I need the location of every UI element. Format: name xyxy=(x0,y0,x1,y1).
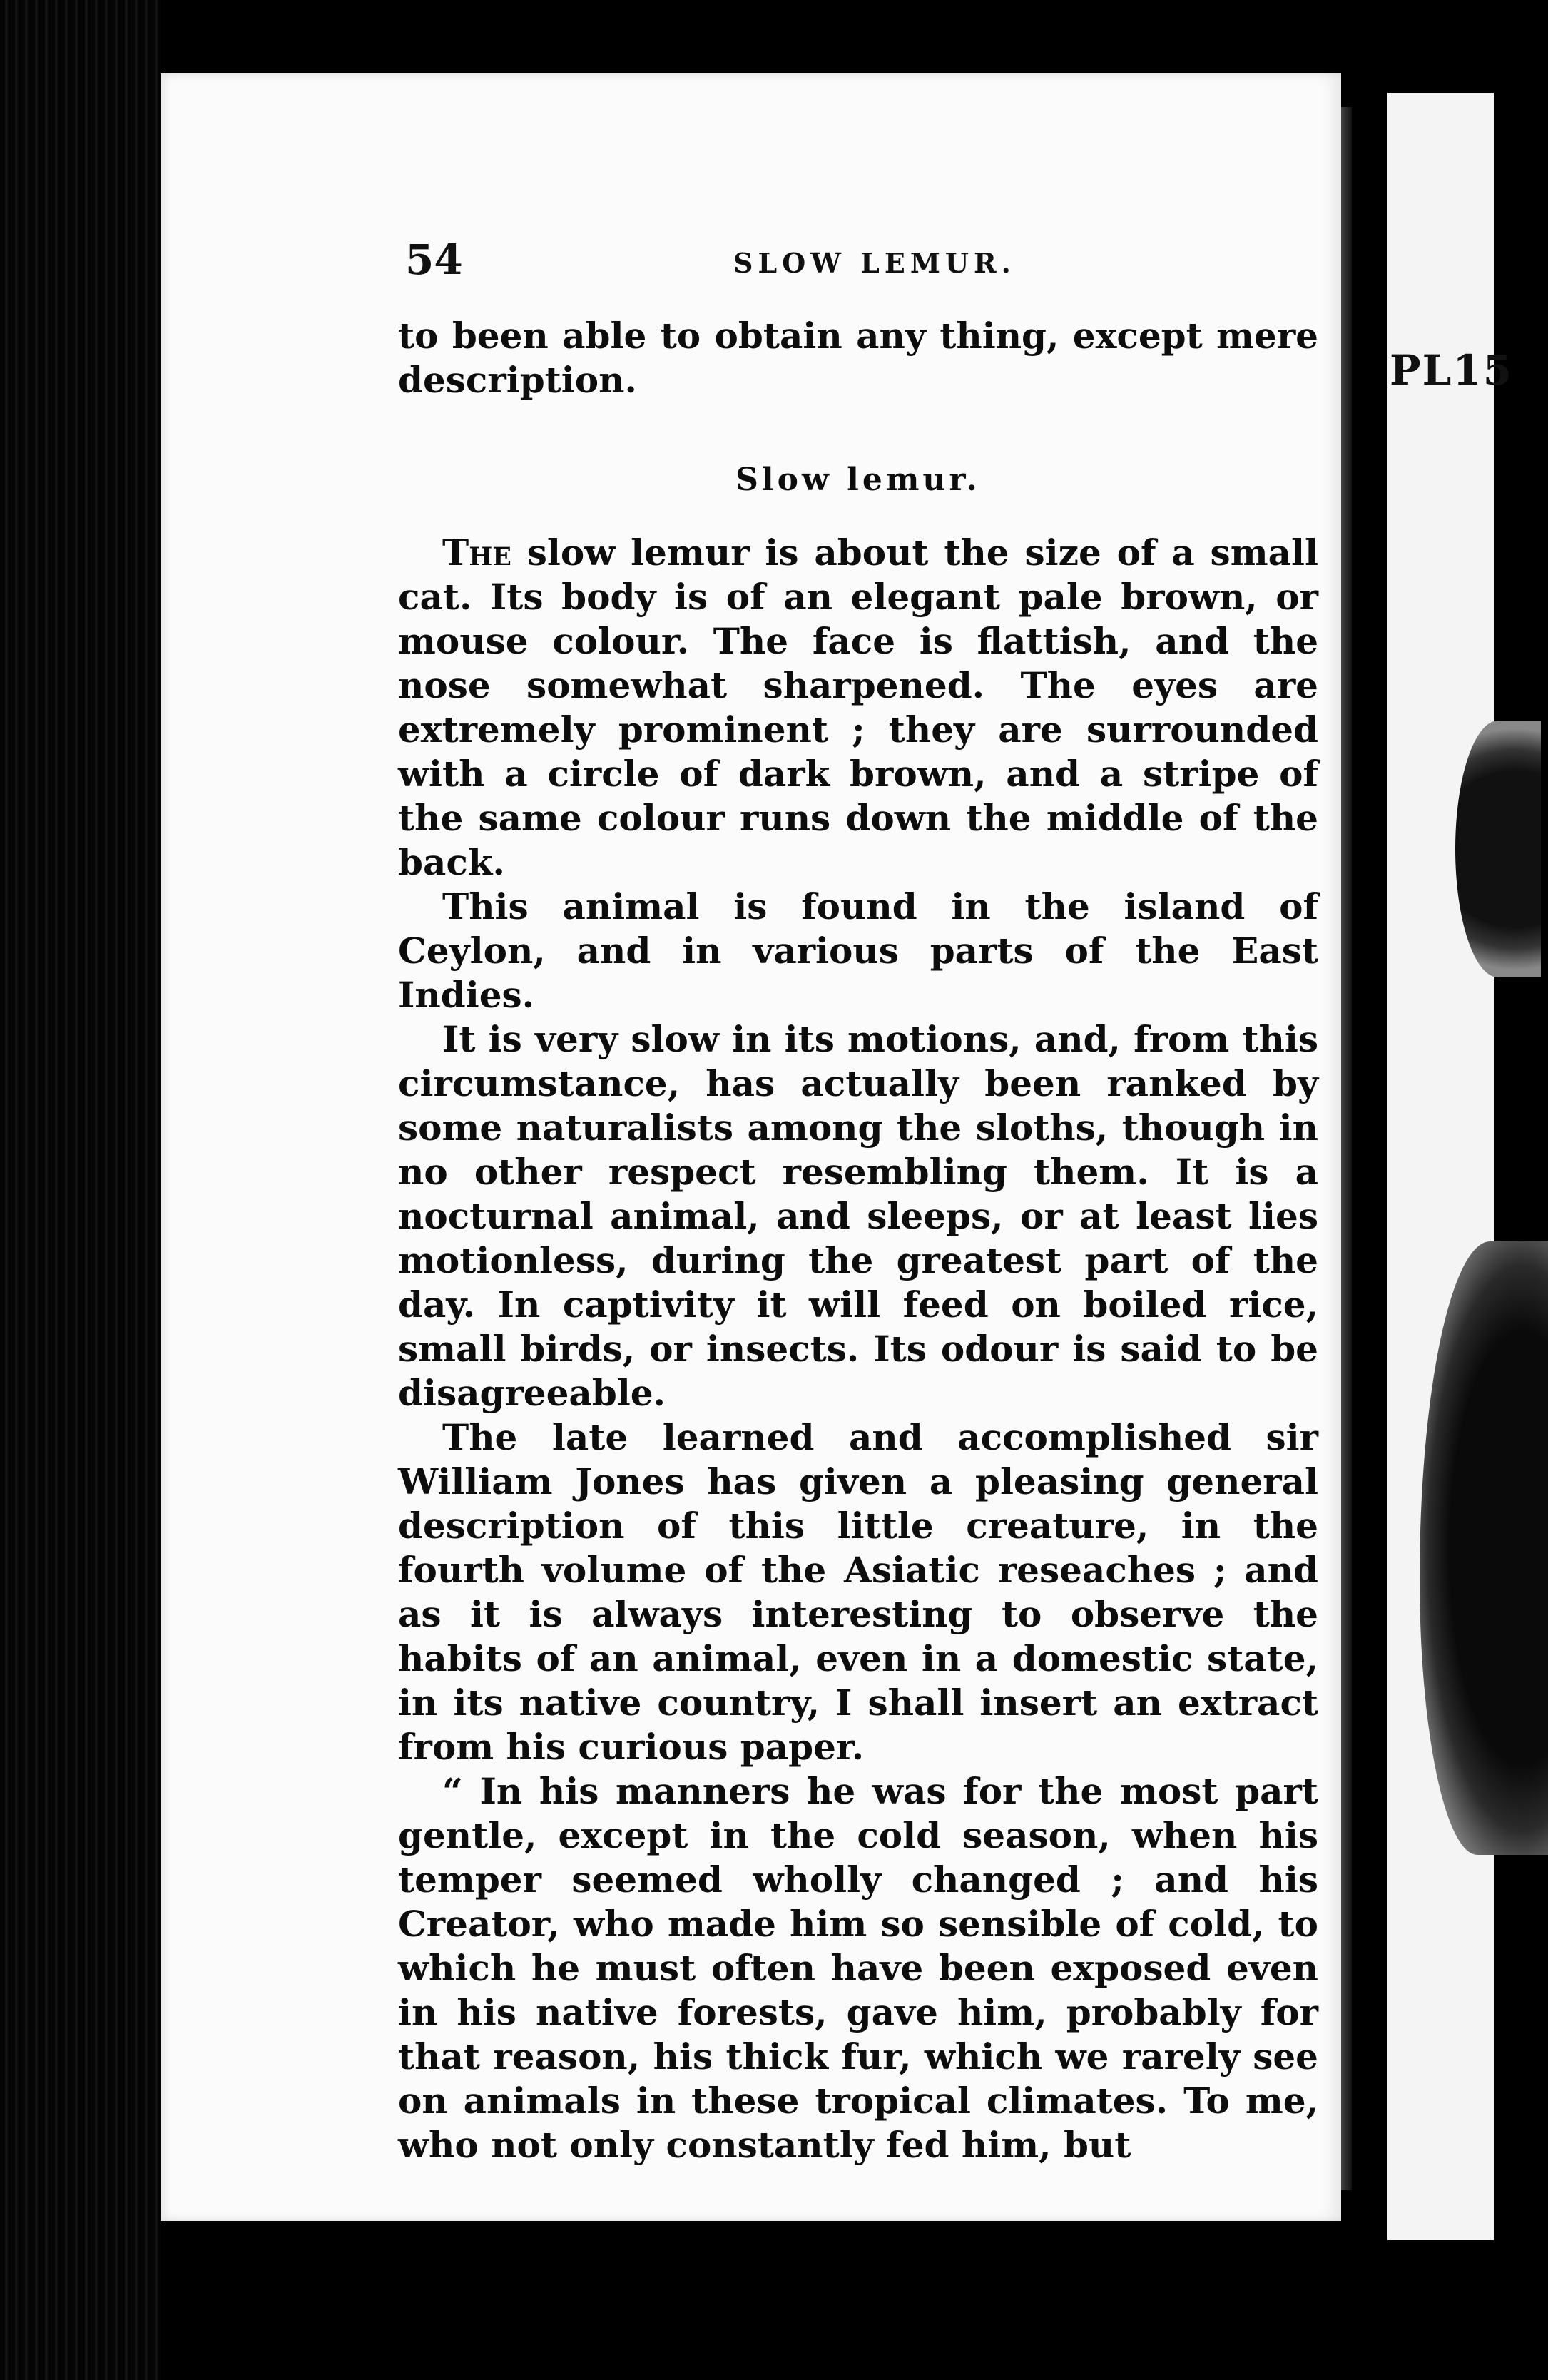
facing-plate-page xyxy=(1387,93,1494,2240)
page-number: 54 xyxy=(405,235,463,284)
running-head: SLOW LEMUR. xyxy=(733,247,1016,279)
paragraph-5-quotation: “ In his manners he was for the most part gentle, except in the cold season, when his temper seemed wholly changed ; and his Creator, who made him so sensible of cold, to which he must often have been exposed even in his native forests, gave him, probably for that reason, his thick fur, which we rarely see on animals in these tropical climates. To me, who not only constantly fed him, but xyxy=(398,1770,1318,2166)
plate-label: PL15 xyxy=(1390,346,1514,395)
book-edge xyxy=(0,0,161,2380)
paragraph-3: It is very slow in its motions, and, from this circumstance, has actually been ranked by some naturalists among the sloths, though in no other respect resembling them. It is a nocturnal animal, and sleeps, or at least lies motionless, during the greatest part of the day. In captivity it will feed on boiled rice, small birds, or insects. Its odour is said to be disagreeable. xyxy=(398,1018,1318,1414)
continuation-paragraph: to been able to obtain any thing, except mere description. xyxy=(398,315,1318,401)
page-header xyxy=(405,235,1311,300)
paragraph-1 xyxy=(398,531,1318,885)
body-text xyxy=(398,314,1318,2167)
paragraph-2: This animal is found in the island of Ceylon, and in various parts of the East Indies. xyxy=(398,885,1318,1016)
paragraph-1-text: slow lemur is about the size of a small cat. Its body is of an elegant pale brown, or mouse colour. The face is flattish, and the nose somewhat sharpened. The eyes are extremely prominent ; they are surrounded with a circle of dark brown, and a stripe of the same colour runs down the middle of the back. xyxy=(398,532,1318,883)
paragraph-4: The late learned and accomplished sir William Jones has given a pleasing general description of this little creature, in the fourth volume of the Asiatic reseaches ; and as it is always interesting to observe the habits of an animal, even in a domestic state, in its native country, I shall insert an extract from his curious paper. xyxy=(398,1416,1318,1768)
paragraph-lead-in: The xyxy=(442,532,511,574)
plate-illustration-fragment-upper xyxy=(1455,721,1541,977)
section-title: Slow lemur. xyxy=(735,462,981,498)
